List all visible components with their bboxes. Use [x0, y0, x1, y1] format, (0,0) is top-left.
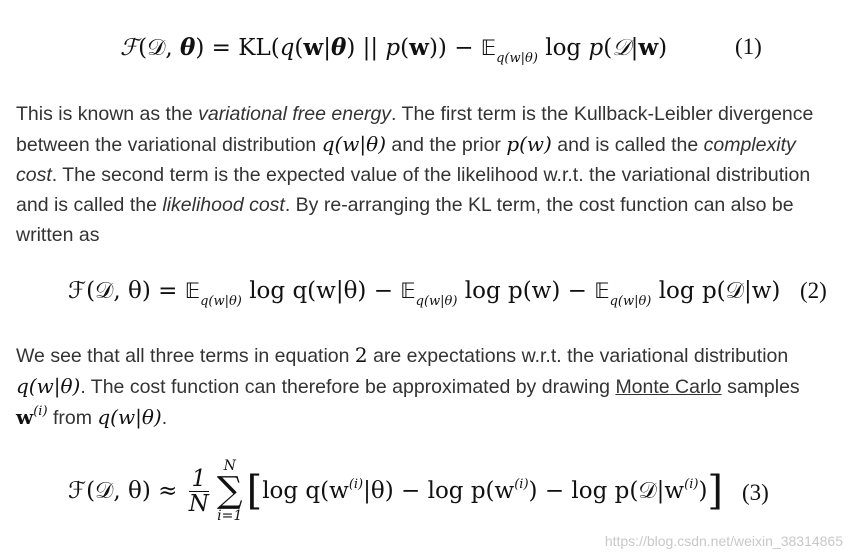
p2-math-q: q(w|θ) [16, 374, 81, 398]
eq1-expectation-sub: q(w|θ) [496, 51, 538, 66]
eq3-sum-top: N [223, 458, 236, 474]
equation-3-body [68, 458, 723, 524]
p1-text-2: . The first term is the Kullback-Leibler divergence between the variational distribution [16, 103, 814, 156]
eq3-sup-2: (i) [514, 477, 529, 492]
p2-text-2: are expectations w.r.t. the variational distribution [367, 345, 789, 367]
eq2-lhs: ℱ(𝒟, θ) = [68, 278, 185, 304]
p2-math-w: w [16, 405, 34, 429]
eq3-sup-3: (i) [684, 477, 699, 492]
eq1-p: p [385, 35, 401, 61]
paragraph-2 [16, 340, 836, 436]
equation-1-number: (1) [735, 34, 762, 59]
eq3-left-bracket: [ [246, 468, 263, 514]
eq3-right-bracket: ] [707, 468, 724, 514]
eq1-w: w [303, 34, 324, 61]
eq2-expectation-3: 𝔼 [594, 279, 610, 303]
eq3-term-1: log q(w [262, 478, 349, 504]
eq2-term-3: log p(𝒟|w) [651, 278, 781, 304]
eq3-frac-num: 1 [189, 467, 209, 492]
p1-text-6: . By re-arranging the KL term, the cost function can also be written as [16, 194, 794, 246]
p1-em-likelihood-cost: likelihood cost [162, 194, 285, 216]
eq1-q: q [279, 35, 295, 61]
eq2-term-1: log q(w|θ) − [241, 278, 401, 304]
eq3-sum [217, 458, 243, 524]
eq1-lhs-args: (𝒟, [138, 35, 181, 61]
p2-math-w-sup: (i) [33, 404, 48, 419]
eq3-term-3: ) − log p(𝒟|w [528, 478, 685, 504]
p1-text-5: . The second term is the expected value of the likelihood w.r.t. the variational distribution and is called the [16, 164, 811, 216]
p2-math-2: 2 [354, 343, 368, 367]
equation-3-number: (3) [742, 480, 769, 505]
equation-2-body [68, 278, 781, 309]
p2-text-5: from [47, 407, 98, 429]
eq3-frac-den: N [188, 490, 209, 517]
p1-math-p: p(w) [506, 132, 552, 156]
eq1-f-symbol: ℱ [120, 35, 139, 61]
p2-text-3: . The cost function can therefore be approximated by drawing [80, 376, 616, 398]
watermark: https://blog.csdn.net/weixin_38314865 [604, 533, 843, 549]
p1-text-4: and is called the [551, 134, 704, 156]
eq2-sub-1: q(w|θ) [200, 294, 242, 309]
eq1-expectation: 𝔼 [480, 36, 497, 60]
p2-text-6: . [161, 407, 168, 429]
eq1-close2: )) − [428, 35, 481, 61]
p1-em-complexity-cost: complexity cost [16, 134, 796, 186]
p2-text-4: samples [721, 376, 800, 398]
eq1-log: log [537, 35, 589, 61]
equation-2-number: (2) [800, 278, 827, 303]
p2-math-q-2: q(w|θ) [97, 405, 162, 429]
p2-text-1: We see that all three terms in equation [16, 345, 355, 367]
eq2-sub-2: q(w|θ) [415, 294, 458, 309]
monte-carlo-link[interactable]: Monte Carlo [615, 376, 722, 398]
paragraph-1 [16, 99, 836, 250]
eq1-close1: ) || [346, 35, 386, 61]
p1-math-q: q(w|θ) [321, 132, 386, 156]
eq3-sum-symbol: ∑ [216, 470, 243, 511]
eq2-term-2: log p(w) − [457, 278, 595, 304]
eq2-expectation-1: 𝔼 [184, 279, 201, 303]
p1-text-1: This is known as the [16, 103, 199, 125]
eq3-term-4: ) [698, 478, 708, 504]
eq3-fraction [189, 467, 209, 516]
eq2-expectation-2: 𝔼 [400, 279, 416, 303]
eq1-kl-open: ) = KL( [195, 35, 280, 61]
p1-text-3: and the prior [386, 134, 507, 156]
eq2-sub-3: q(w|θ) [609, 294, 652, 309]
eq3-lhs: ℱ(𝒟, θ) ≈ [68, 478, 185, 504]
eq1-theta: θ [180, 34, 196, 61]
eq3-sum-bottom: i=1 [217, 508, 243, 524]
eq1-end: ) [658, 35, 668, 61]
eq3-sup-1: (i) [348, 477, 364, 492]
p1-em-variational-free-energy: variational free energy [198, 103, 392, 125]
eq1-bar: | [323, 35, 331, 61]
eq3-term-2: |θ) − log p(w [363, 478, 515, 504]
eq1-d: 𝒟 [612, 35, 631, 61]
equation-1-body: ℱ(𝒟, θ) = KL(q(w|θ) || p(w)) − 𝔼$_{q(w|\theta)}$ log p(𝒟|w) [120, 34, 668, 66]
